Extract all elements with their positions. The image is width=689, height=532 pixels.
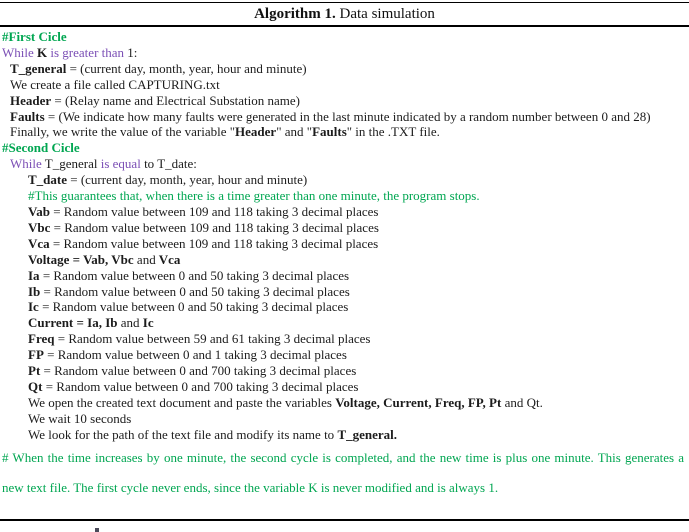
code-line bbox=[0, 77, 685, 93]
code-line bbox=[0, 427, 685, 443]
algorithm-title bbox=[0, 3, 689, 25]
code-text: = Random value between 59 and 61 taking 3 decimal places bbox=[54, 331, 371, 347]
variable-text: Faults bbox=[10, 108, 45, 124]
code-text: and bbox=[136, 251, 156, 267]
comment-text: # When the time increases by one minute, the second cycle is completed, and the new time is plus one minute. This generates a new text file. The first cycle never ends, since the variable K is never modified and is always 1. bbox=[2, 449, 688, 495]
algorithm-body bbox=[0, 27, 689, 503]
variable-text: Current = Ia, Ib bbox=[28, 315, 121, 331]
variable-text: Header bbox=[235, 124, 277, 140]
comment-paragraph bbox=[0, 443, 688, 503]
code-line bbox=[0, 124, 685, 140]
code-line bbox=[0, 188, 685, 204]
code-text: and Qt. bbox=[501, 394, 543, 410]
variable-text: Ia bbox=[28, 267, 40, 283]
code-line bbox=[0, 93, 685, 109]
code-line bbox=[0, 61, 685, 77]
variable-text: Qt bbox=[28, 378, 43, 394]
variable-text: T_date bbox=[28, 172, 67, 188]
code-text: = Random value between 0 and 50 taking 3 decimal places bbox=[38, 299, 349, 315]
variable-text: Pt bbox=[28, 363, 41, 379]
code-text: = Random value between 109 and 118 taking 3 decimal places bbox=[49, 203, 379, 219]
code-line bbox=[0, 379, 685, 395]
code-text: We wait 10 seconds bbox=[28, 410, 132, 426]
variable-text: Vca bbox=[28, 235, 50, 251]
code-line bbox=[0, 331, 685, 347]
variable-text: Vbc bbox=[28, 219, 51, 235]
keyword-text: is greater than bbox=[47, 44, 128, 60]
variable-text: Header bbox=[10, 92, 52, 108]
comment-text: #This guarantees that, when there is a time greater than one minute, the program stops. bbox=[28, 188, 480, 204]
variable-text: Vca bbox=[155, 251, 181, 267]
variable-text: Vab bbox=[28, 203, 50, 219]
code-text: = (current day, month, year, hour and minute) bbox=[67, 172, 308, 188]
code-line bbox=[0, 395, 685, 411]
code-line bbox=[0, 299, 685, 315]
variable-text: FP bbox=[28, 347, 44, 363]
variable-text: Ib bbox=[28, 283, 41, 299]
keyword-text: is equal bbox=[100, 156, 145, 172]
code-line bbox=[0, 45, 685, 61]
code-text: 1: bbox=[127, 44, 138, 60]
code-text: = Random value between 0 and 1 taking 3 decimal places bbox=[43, 347, 347, 363]
code-line bbox=[0, 156, 685, 172]
code-text: to T_date: bbox=[144, 156, 197, 172]
variable-text: Freq bbox=[28, 331, 55, 347]
code-text: = Random value between 0 and 700 taking 3 decimal places bbox=[42, 378, 359, 394]
variable-text: T_general. bbox=[337, 426, 398, 442]
code-line bbox=[0, 220, 685, 236]
code-text: " and " bbox=[276, 124, 313, 140]
variable-text: Voltage = Vab, Vbc bbox=[28, 251, 137, 267]
code-line bbox=[0, 252, 685, 268]
code-line bbox=[0, 268, 685, 284]
code-text: T_general bbox=[44, 156, 101, 172]
code-line bbox=[0, 29, 685, 45]
code-line bbox=[0, 204, 685, 220]
code-line bbox=[0, 315, 685, 331]
code-text: We create a file called CAPTURING.txt bbox=[10, 76, 220, 92]
code-text: = (Relay name and Electrical Substation name) bbox=[51, 92, 300, 108]
code-line bbox=[0, 140, 685, 156]
code-line bbox=[0, 411, 685, 427]
keyword-text: While bbox=[10, 156, 45, 172]
keyword-text: While bbox=[2, 44, 38, 60]
variable-text: Ic bbox=[139, 315, 154, 331]
code-text: = Random value between 0 and 700 taking 3 decimal places bbox=[40, 363, 357, 379]
cutoff-text-fragment bbox=[95, 528, 99, 532]
code-text: = (current day, month, year, hour and minute) bbox=[66, 60, 307, 76]
comment-text: #Second Cicle bbox=[2, 140, 80, 156]
code-text: = Random value between 109 and 118 taking 3 decimal places bbox=[50, 219, 379, 235]
code-line bbox=[0, 284, 685, 300]
code-text: = Random value between 0 and 50 taking 3 decimal places bbox=[40, 283, 350, 299]
code-text: = (We indicate how many faults were generated in the last minute indicated by a random number between 0 and 28) bbox=[44, 108, 651, 124]
code-line bbox=[0, 236, 685, 252]
comment-text: #First Cicle bbox=[2, 29, 67, 44]
variable-text: Ic bbox=[28, 299, 39, 315]
variable-text: K bbox=[37, 44, 48, 60]
algorithm-title-label: Algorithm 1. bbox=[254, 6, 336, 22]
variable-text: T_general bbox=[10, 60, 67, 76]
code-text: = Random value between 109 and 118 taking 3 decimal places bbox=[49, 235, 379, 251]
code-text: " in the .TXT file. bbox=[346, 124, 440, 140]
code-line bbox=[0, 363, 685, 379]
code-text: We look for the path of the text file and modify its name to bbox=[28, 426, 338, 442]
code-text: Finally, we write the value of the variable " bbox=[10, 124, 236, 140]
variable-text: Voltage, Current, Freq, FP, Pt bbox=[335, 394, 502, 410]
bottom-rule bbox=[0, 519, 689, 521]
code-text: = Random value between 0 and 50 taking 3 decimal places bbox=[39, 267, 350, 283]
code-line bbox=[0, 109, 685, 125]
code-line bbox=[0, 172, 685, 188]
code-text: We open the created text document and paste the variables bbox=[28, 394, 336, 410]
algorithm-title-text: Data simulation bbox=[335, 6, 435, 22]
variable-text: Faults bbox=[312, 124, 347, 140]
code-text: and bbox=[120, 315, 140, 331]
code-line bbox=[0, 347, 685, 363]
